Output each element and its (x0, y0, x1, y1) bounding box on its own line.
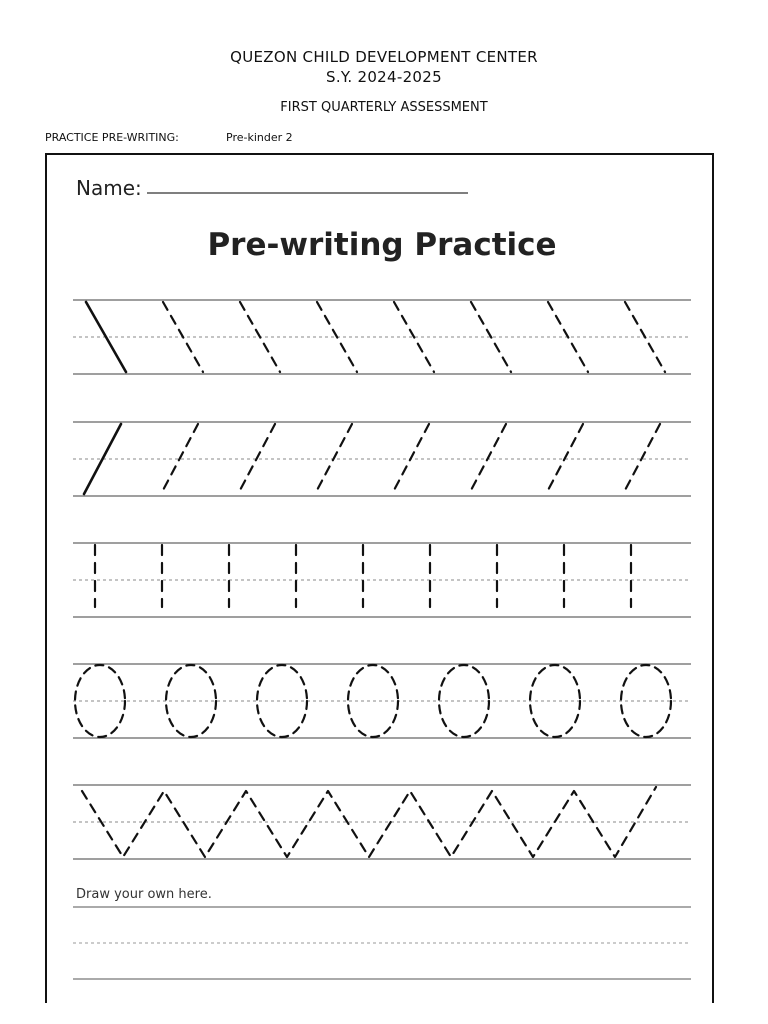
trace-circle (166, 665, 216, 737)
assessment-title: FIRST QUARTERLY ASSESSMENT (280, 100, 488, 115)
worksheet (45, 153, 714, 1003)
tracing-row-backslash (73, 300, 691, 374)
tracing-row-slash (73, 422, 691, 496)
school-name: QUEZON CHILD DEVELOPMENT CENTER (230, 48, 538, 66)
practice-label: PRACTICE PRE-WRITING: (45, 131, 179, 144)
worksheet-title: Pre-writing Practice (207, 227, 557, 263)
school-year: S.Y. 2024-2025 (326, 68, 442, 86)
tracing-row-circle (73, 664, 691, 738)
tracing-row-zigzag (73, 785, 691, 859)
worksheet-drawing (47, 155, 714, 1003)
trace-circle (257, 665, 307, 737)
tracing-rows (73, 300, 691, 859)
trace-stroke (161, 424, 198, 494)
class-level: Pre-kinder 2 (226, 131, 293, 144)
draw-prompt: Draw your own here. (76, 887, 212, 902)
tracing-row-vertical (73, 543, 691, 617)
name-label: Name: (76, 176, 142, 200)
trace-stroke (623, 424, 660, 494)
